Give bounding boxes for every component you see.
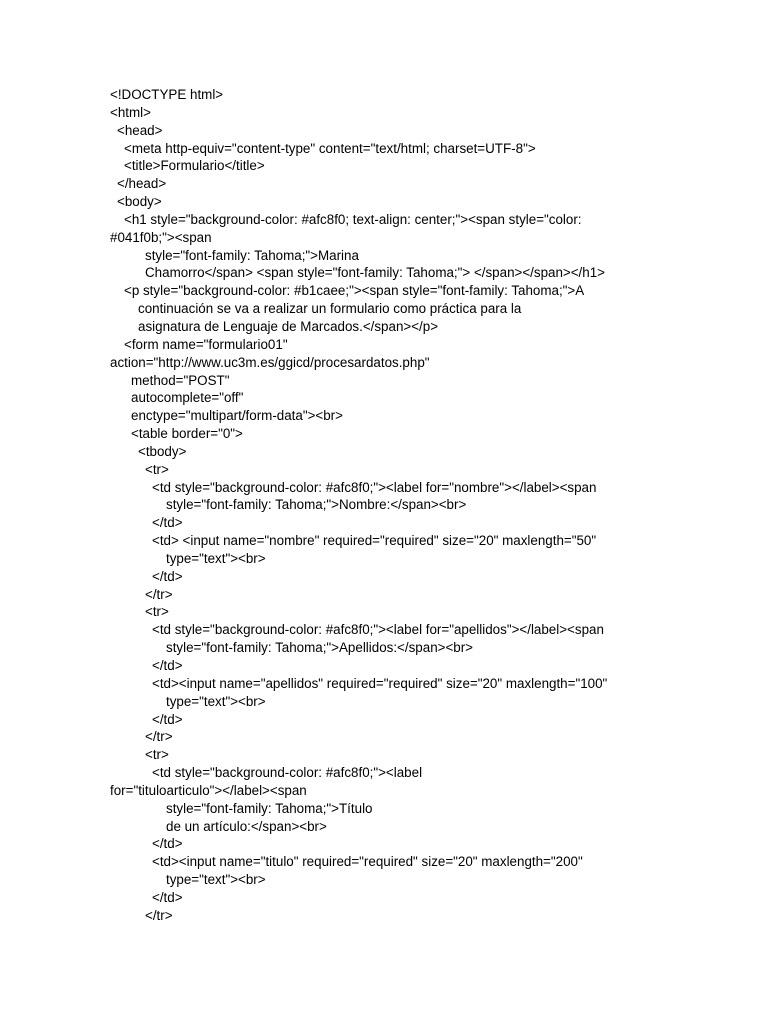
code-line: </td> [152,515,183,531]
code-line: <tbody> [138,443,187,459]
code-line: continuación se va a realizar un formulario como práctica para la [138,301,522,317]
code-line: method="POST" [131,372,230,388]
code-line: <title>Formulario</title> [124,158,265,174]
code-line: <body> [117,194,162,210]
code-line: action="http://www.uc3m.es/ggicd/procesardatos.php" [110,354,430,370]
code-line: style="font-family: Tahoma;">Título [166,800,373,816]
code-line: for="tituloarticulo"></label><span [110,782,307,798]
code-line: enctype="multipart/form-data"><br> [131,408,343,424]
code-line: <meta http-equiv="content-type" content="text/html; charset=UTF-8"> [124,140,536,156]
code-line: <h1 style="background-color: #afc8f0; text-align: center;"><span style="color: [124,211,582,227]
code-line: </head> [117,176,167,192]
code-line: type="text"><br> [166,872,266,888]
code-line: </td> [152,711,183,727]
code-line: #041f0b;"><span [110,229,212,245]
code-line: style="font-family: Tahoma;">Marina [145,247,359,263]
code-line: </tr> [145,729,173,745]
code-line: autocomplete="off" [131,390,244,406]
code-line: <tr> [145,747,169,763]
code-line: <head> [117,122,163,138]
code-line: asignatura de Lenguaje de Marcados.</span></p> [138,318,439,334]
code-line: type="text"><br> [166,693,266,709]
code-line: Chamorro</span> <span style="font-family: Tahoma;"> </span></span></h1> [145,265,605,281]
code-line: </tr> [145,586,173,602]
code-line: <!DOCTYPE html> [110,87,224,102]
code-line: <td style="background-color: #afc8f0;"><label [152,765,423,781]
code-line: type="text"><br> [166,550,266,566]
code-line: <tr> [145,461,169,477]
code-line: </td> [152,658,183,673]
code-line: </td> [152,568,183,584]
html-source-listing [0,86,768,925]
code-line: de un artículo:</span><br> [166,818,327,834]
code-line: <td><input name="apellidos" required="required" size="20" maxlength="100" [152,675,608,691]
code-line: </td> [152,889,183,905]
code-line: <td style="background-color: #afc8f0;"><label for="apellidos"></label><span [152,622,604,638]
code-line: </td> [152,836,183,852]
code-line: <td> <input name="nombre" required="required" size="20" maxlength="50" [152,533,597,549]
code-line: style="font-family: Tahoma;">Nombre:</span><br> [166,497,467,513]
code-line: <table border="0"> [131,426,243,442]
code-line: <td><input name="titulo" required="required" size="20" maxlength="200" [152,854,583,870]
code-line: <td style="background-color: #afc8f0;"><label for="nombre"></label><span [152,479,597,495]
code-line: <tr> [145,604,169,620]
code-line: <p style="background-color: #b1caee;"><span style="font-family: Tahoma;">A [124,283,585,299]
code-line: </tr> [145,907,173,923]
code-line: style="font-family: Tahoma;">Apellidos:</span><br> [166,640,474,656]
code-line: <html> [110,104,151,120]
code-line: <form name="formulario01" [124,336,288,352]
